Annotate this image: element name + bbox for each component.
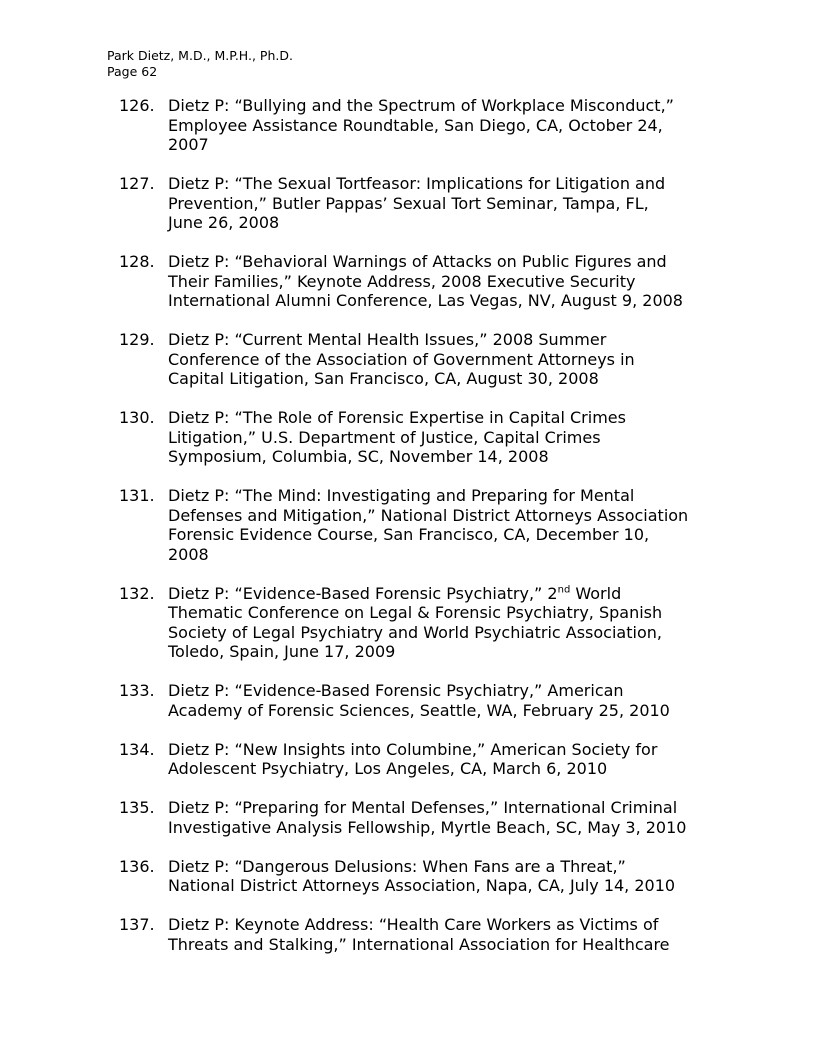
entry-line: Employee Assistance Roundtable, San Diego, CA, October 24, <box>168 115 663 135</box>
entry-line: Dietz P: “New Insights into Columbine,” American Society for <box>168 739 658 759</box>
entry-text <box>168 798 686 837</box>
entry-number: 134. <box>119 739 155 759</box>
entry-line: National District Attorneys Association, Napa, CA, July 14, 2010 <box>168 876 676 895</box>
entry-line: Litigation,” U.S. Department of Justice, Capital Crimes <box>168 427 601 447</box>
entry-line: Dietz P: “Evidence-Based Forensic Psychiatry,” American <box>168 681 624 700</box>
entry-line: Dietz P: Keynote Address: “Health Care Workers as Victims of <box>168 915 659 934</box>
entry-text <box>168 330 635 389</box>
entry-line-text: World <box>570 583 622 603</box>
entry-line: International Alumni Conference, Las Vegas, NV, August 9, 2008 <box>168 291 683 310</box>
entry-text <box>168 174 665 233</box>
entry-line: Toledo, Spain, June 17, 2009 <box>168 642 396 661</box>
entry-line: Investigative Analysis Fellowship, Myrtle Beach, SC, May 3, 2010 <box>168 817 687 837</box>
entry-line: Dietz P: “Current Mental Health Issues,” 2008 Summer <box>168 330 607 349</box>
entry-number: 128. <box>119 252 155 271</box>
list-item <box>119 915 719 954</box>
list-item <box>119 174 719 233</box>
entry-line: Adolescent Psychiatry, Los Angeles, CA, March 6, 2010 <box>168 759 608 778</box>
entry-number: 137. <box>119 915 155 934</box>
entry-line: Academy of Forensic Sciences, Seattle, WA, February 25, 2010 <box>168 700 670 720</box>
list-item <box>119 857 719 896</box>
page-header <box>107 48 293 80</box>
entry-line: Capital Litigation, San Francisco, CA, August 30, 2008 <box>168 369 599 388</box>
entry-text <box>168 408 626 467</box>
entry-text <box>168 252 683 311</box>
entry-line: Society of Legal Psychiatry and World Psychiatric Association, <box>168 622 662 642</box>
entry-number: 133. <box>119 681 155 700</box>
list-item <box>119 584 719 662</box>
entry-line: June 26, 2008 <box>168 213 280 232</box>
entry-line: Dietz P: “The Sexual Tortfeasor: Implications for Litigation and <box>168 174 666 193</box>
entry-text <box>168 740 657 779</box>
entry-line: 2007 <box>168 135 209 154</box>
entry-line: Conference of the Association of Government Attorneys in <box>168 349 635 369</box>
entry-text <box>168 915 670 954</box>
entry-text <box>168 681 670 720</box>
entry-line: Dietz P: “Dangerous Delusions: When Fans are a Threat,” <box>168 856 626 876</box>
list-item <box>119 798 719 837</box>
entry-number: 132. <box>119 583 155 603</box>
entry-line: Dietz P: “The Mind: Investigating and Preparing for Mental <box>168 486 635 505</box>
list-item <box>119 330 719 389</box>
entry-number: 127. <box>119 174 155 193</box>
entry-number: 131. <box>119 486 155 505</box>
entry-line: Forensic Evidence Course, San Francisco, CA, December 10, <box>168 525 650 544</box>
entry-line: Dietz P: “The Role of Forensic Expertise in Capital Crimes <box>168 408 626 427</box>
entry-text <box>168 584 662 662</box>
entry-line: Prevention,” Butler Pappas’ Sexual Tort Seminar, Tampa, FL, <box>168 193 649 213</box>
ordinal-suffix: nd <box>557 584 571 596</box>
entry-number: 136. <box>119 856 155 876</box>
entry-line: Dietz P: “Preparing for Mental Defenses,” International Criminal <box>168 798 678 817</box>
entry-number: 130. <box>119 408 155 427</box>
entry-line: Thematic Conference on Legal & Forensic Psychiatry, Spanish <box>168 603 663 622</box>
list-item <box>119 252 719 311</box>
entry-line-text: Dietz P: “Evidence-Based Forensic Psychiatry,” 2 <box>168 583 558 603</box>
entry-text <box>168 486 688 564</box>
header-page-number: Page 62 <box>107 64 158 79</box>
entry-text <box>168 96 674 155</box>
entry-number: 135. <box>119 798 155 817</box>
header-author: Park Dietz, M.D., M.P.H., Ph.D. <box>107 48 293 63</box>
entry-line: Threats and Stalking,” International Association for Healthcare <box>168 934 670 954</box>
list-item <box>119 96 719 155</box>
entry-line: 2008 <box>168 544 209 564</box>
presentation-list <box>119 96 719 974</box>
entry-line: Dietz P: “Behavioral Warnings of Attacks on Public Figures and <box>168 252 667 271</box>
list-item <box>119 486 719 564</box>
list-item <box>119 681 719 720</box>
list-item <box>119 408 719 467</box>
entry-text <box>168 857 675 896</box>
entry-line: Defenses and Mitigation,” National District Attorneys Association <box>168 505 689 525</box>
entry-number: 126. <box>119 96 155 115</box>
entry-line: Dietz P: “Bullying and the Spectrum of Workplace Misconduct,” <box>168 96 674 115</box>
entry-line <box>168 584 662 604</box>
entry-line: Symposium, Columbia, SC, November 14, 2008 <box>168 447 549 466</box>
entry-line: Their Families,” Keynote Address, 2008 Executive Security <box>168 271 636 291</box>
entry-number: 129. <box>119 330 155 349</box>
list-item <box>119 740 719 779</box>
